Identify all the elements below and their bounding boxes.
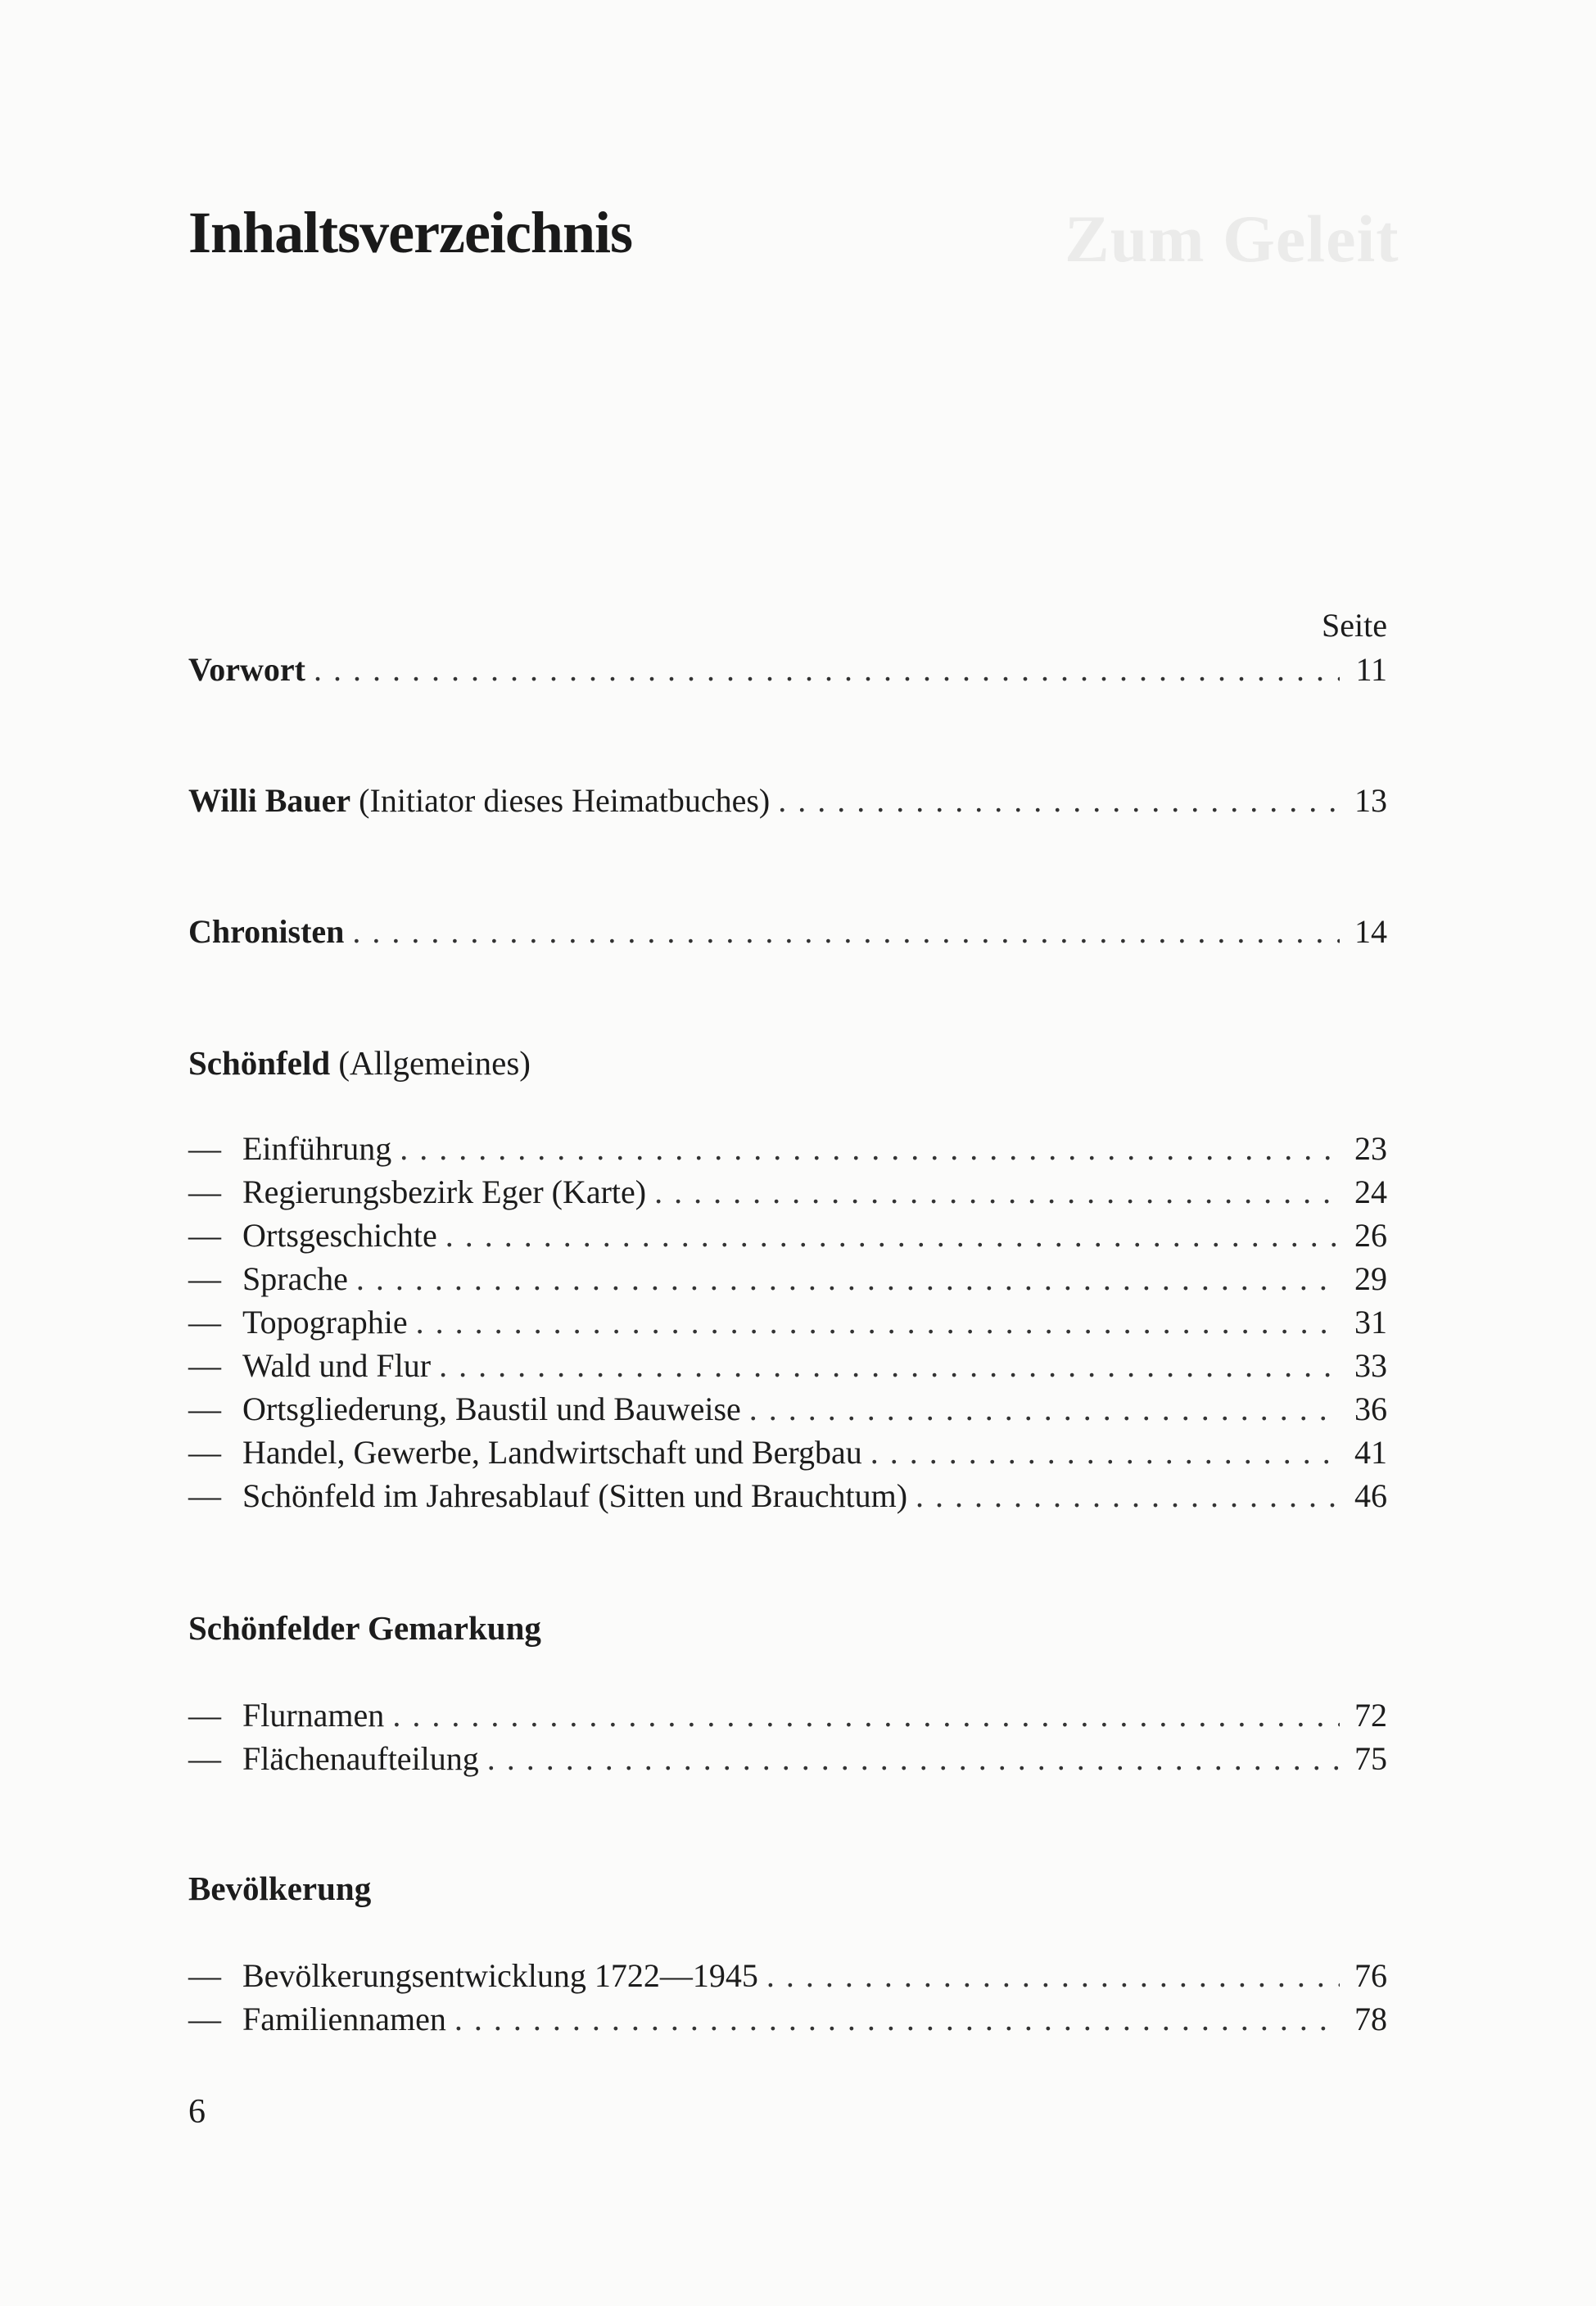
leader-dots [778, 784, 1340, 817]
toc-subentry[interactable]: — Flächenaufteilung . . . 75 [188, 1743, 1387, 1775]
leader-dots [749, 1393, 1340, 1426]
entry-page: 11 [1355, 651, 1387, 688]
toc-subentry[interactable]: — Wald und Flur . . . 33 [188, 1350, 1387, 1382]
entry-title: Willi Bauer [188, 782, 351, 819]
bleed-through-title: Zum Geleit [1065, 201, 1399, 276]
page-number: 6 [188, 2093, 206, 2131]
entry-title: Vorwort [188, 651, 305, 688]
section-heading-gemarkung: Schönfelder Gemarkung [188, 1609, 541, 1647]
section-heading-bevoelkerung: Bevölkerung [188, 1870, 372, 1907]
toc-subentry[interactable]: — Einführung . . . 23 [188, 1133, 1387, 1165]
toc-subentry[interactable]: — Ortsgliederung, Baustil und Bauweise . . . 36 [188, 1393, 1387, 1426]
toc-subentry[interactable]: — Regierungsbezirk Eger (Karte) . . . 24 [188, 1176, 1387, 1209]
toc-subentry[interactable]: — Familiennamen . . . 78 [188, 2003, 1387, 2036]
toc-subentry[interactable]: — Ortsgeschichte . . . 26 [188, 1219, 1387, 1252]
section-heading-schoenfeld: Schönfeld (Allgemeines) [188, 1044, 531, 1082]
leader-dots [487, 1743, 1340, 1775]
toc-entry-chronisten[interactable] [188, 913, 1387, 950]
leader-dots [654, 1176, 1340, 1209]
leader-dots [454, 2003, 1340, 2036]
entry-page: 14 [1354, 913, 1387, 950]
page-column-header: Seite [1322, 607, 1387, 644]
leader-dots [392, 1699, 1340, 1732]
toc-entry-vorwort[interactable] [188, 653, 1387, 686]
toc-subentry[interactable]: — Bevölkerungsentwicklung 1722—1945 . . . 76 [188, 1960, 1387, 1992]
leader-dots [445, 1219, 1340, 1252]
leader-dots [352, 916, 1340, 948]
entry-title: Chronisten [188, 913, 345, 950]
toc-subentry[interactable]: — Sprache . . . 29 [188, 1263, 1387, 1295]
toc-subentry[interactable]: — Topographie . . . 31 [188, 1306, 1387, 1339]
leader-dots [766, 1960, 1340, 1992]
toc-subentry[interactable]: — Handel, Gewerbe, Landwirtschaft und Bergbau . . . 41 [188, 1436, 1387, 1469]
leader-dots [416, 1306, 1340, 1339]
toc-subentry[interactable]: — Flurnamen . . . 72 [188, 1699, 1387, 1732]
leader-dots [916, 1480, 1340, 1512]
entry-page: 13 [1354, 782, 1387, 819]
toc-entry-willi-bauer[interactable] [188, 784, 1387, 817]
leader-dots [400, 1133, 1340, 1165]
leader-dots [870, 1436, 1340, 1469]
toc-subentry[interactable]: — Schönfeld im Jahresablauf (Sitten und Brauchtum) . . . 46 [188, 1480, 1387, 1512]
leader-dots [356, 1263, 1340, 1295]
leader-dots [439, 1350, 1340, 1382]
entry-subtitle: (Initiator dieses Heimatbuches) [350, 782, 771, 819]
leader-dots [314, 653, 1340, 686]
page-title: Inhaltsverzeichnis [188, 200, 633, 265]
